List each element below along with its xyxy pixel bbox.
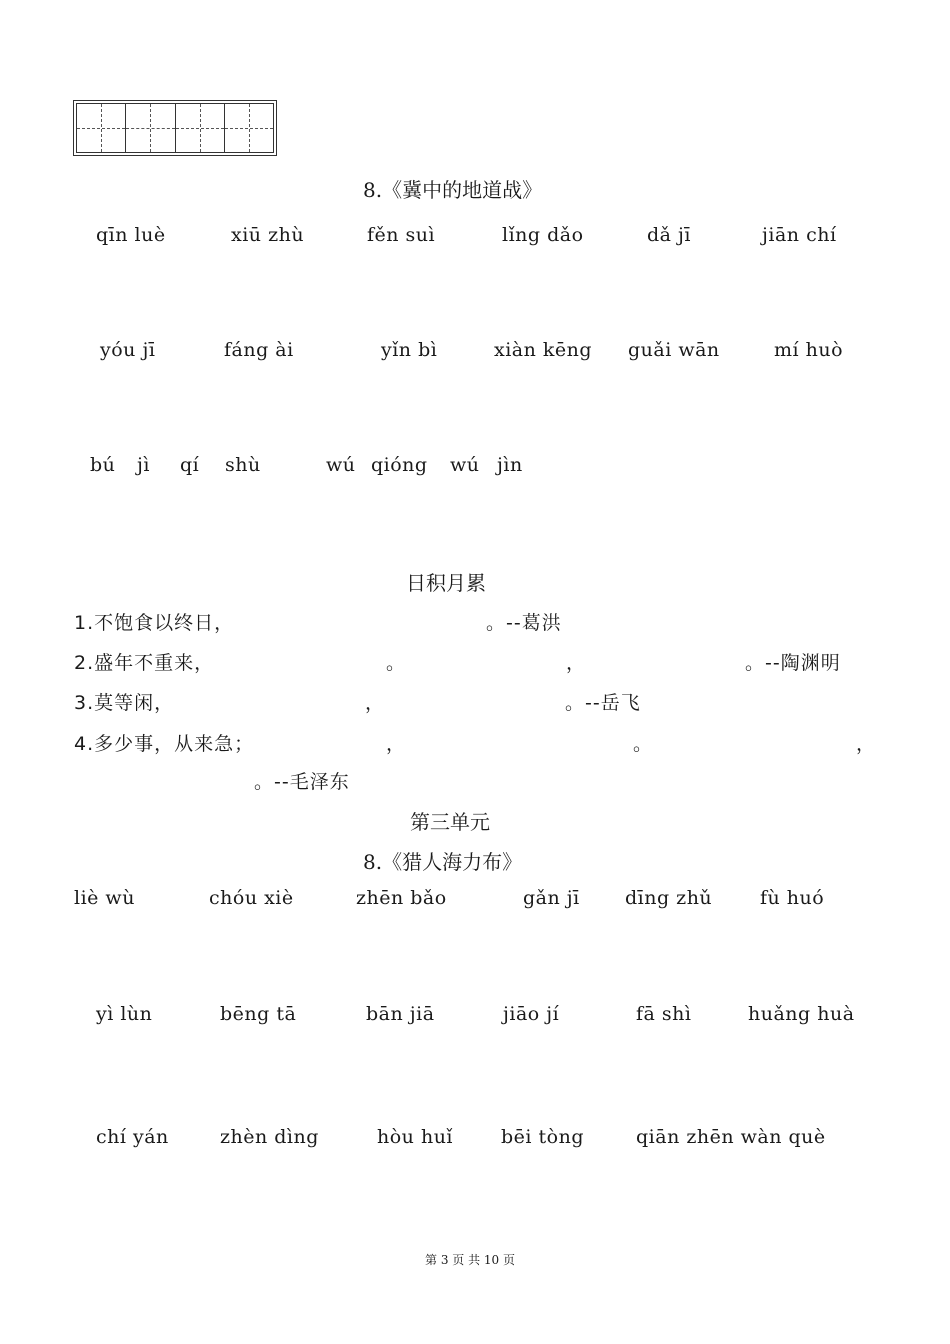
lesson-title: 8.《猎人海力布》 [363, 850, 523, 874]
pinyin-item: huǎng huà [748, 1003, 855, 1025]
pinyin-item: fěn suì [367, 224, 436, 246]
pinyin-syllable: qióng [371, 454, 428, 476]
lesson-title: 8.《冀中的地道战》 [363, 178, 543, 202]
pinyin-item: qīn luè [96, 224, 166, 246]
poem-line-text: 。--葛洪 [486, 612, 562, 634]
poem-line-text: 3.莫等闲， [74, 692, 175, 714]
pinyin-item: mí huò [774, 339, 844, 361]
unit-heading: 第三单元 [410, 810, 490, 834]
pinyin-item: zhēn bǎo [356, 887, 447, 909]
pinyin-item: qiān zhēn wàn què [636, 1126, 826, 1148]
pinyin-item: fā shì [636, 1003, 692, 1025]
grid-cell [77, 104, 125, 152]
pinyin-item: jiān chí [762, 224, 837, 246]
poem-line-text: 4.多少事，从来急； [74, 733, 255, 755]
poem-line-text: ， [856, 733, 877, 755]
pinyin-item: fù huó [760, 887, 825, 909]
pinyin-item: liè wù [74, 887, 135, 909]
pinyin-item: fáng ài [224, 339, 294, 361]
pinyin-syllable: wú [326, 454, 356, 476]
writing-grid [76, 103, 274, 153]
page-number: 第 3 页 共 10 页 [425, 1253, 515, 1267]
section-heading: 日积月累 [406, 571, 486, 595]
pinyin-item: yóu jī [100, 339, 156, 361]
pinyin-syllable: shù [225, 454, 261, 476]
pinyin-item: jiāo jí [503, 1003, 560, 1025]
pinyin-item: lǐng dǎo [502, 224, 584, 246]
pinyin-item: hòu huǐ [377, 1126, 454, 1148]
poem-line-text: 。--毛泽东 [254, 771, 350, 793]
pinyin-item: zhèn dìng [220, 1126, 319, 1148]
poem-line-text: 1.不饱食以终日， [74, 612, 235, 634]
pinyin-syllable: jì [137, 454, 150, 476]
pinyin-item: chóu xiè [209, 887, 294, 909]
poem-line-text: 。--陶渊明 [745, 652, 841, 674]
pinyin-syllable: qí [180, 454, 200, 476]
pinyin-item: xiū zhù [231, 224, 305, 246]
pinyin-item: gǎn jī [523, 887, 580, 909]
pinyin-item: dǎ jī [647, 224, 691, 246]
poem-line-text: 。 [386, 652, 407, 674]
poem-line-text: ， [365, 692, 386, 714]
pinyin-syllable: bú [90, 454, 116, 476]
pinyin-item: bān jiā [366, 1003, 435, 1025]
poem-line-text: ， [566, 652, 587, 674]
pinyin-item: xiàn kēng [494, 339, 593, 361]
grid-cell [175, 104, 224, 152]
grid-cell [224, 104, 273, 152]
grid-cell [125, 104, 174, 152]
poem-line-text: 。 [633, 733, 654, 755]
poem-line-text: ， [386, 733, 407, 755]
pinyin-item: bēi tòng [501, 1126, 584, 1148]
pinyin-item: chí yán [96, 1126, 169, 1148]
pinyin-item: yì lùn [96, 1003, 153, 1025]
pinyin-syllable: jìn [497, 454, 523, 476]
pinyin-item: bēng tā [220, 1003, 297, 1025]
pinyin-item: yǐn bì [381, 339, 438, 361]
pinyin-item: dīng zhǔ [625, 887, 713, 909]
pinyin-syllable: wú [450, 454, 480, 476]
poem-line-text: 。--岳飞 [565, 692, 641, 714]
pinyin-item: guǎi wān [628, 339, 720, 361]
poem-line-text: 2.盛年不重来， [74, 652, 215, 674]
